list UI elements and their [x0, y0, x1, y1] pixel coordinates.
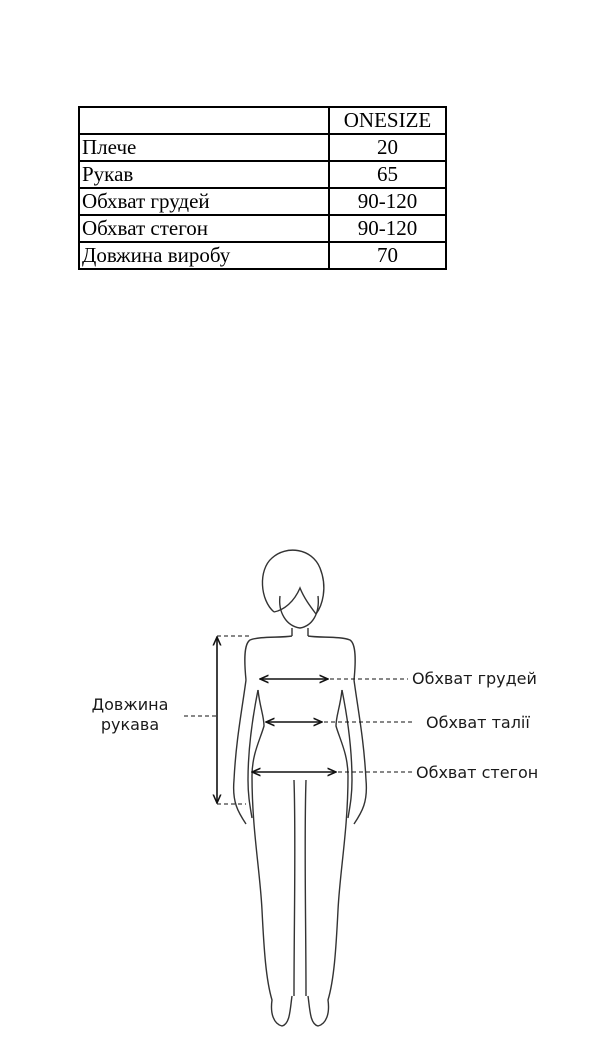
row-label: Рукав: [79, 161, 329, 188]
size-table: [78, 106, 447, 270]
row-value: 65: [329, 161, 446, 188]
row-value: 70: [329, 242, 446, 269]
table-row: [79, 161, 446, 188]
hips-label: Обхват стегон: [416, 763, 539, 782]
table-row: [79, 242, 446, 269]
row-label: Обхват стегон: [79, 215, 329, 242]
waist-label: Обхват талії: [426, 713, 530, 732]
row-value: 90-120: [329, 215, 446, 242]
body-figure-svg: [60, 540, 580, 1040]
table-row: [79, 134, 446, 161]
row-value: 20: [329, 134, 446, 161]
table-row: [79, 188, 446, 215]
sleeve-length-label-line1: Довжина: [91, 695, 169, 714]
sleeve-length-label-line2: рукава: [100, 715, 160, 734]
row-label: Довжина виробу: [79, 242, 329, 269]
chest-label: Обхват грудей: [412, 669, 537, 688]
table-header-row: [79, 107, 446, 134]
body-measurement-diagram: [60, 540, 580, 1040]
head-outline: [262, 550, 323, 636]
row-label: Обхват грудей: [79, 188, 329, 215]
row-value: 90-120: [329, 188, 446, 215]
header-empty-cell: [79, 107, 329, 134]
header-size-cell: ONESIZE: [329, 107, 446, 134]
row-label: Плече: [79, 134, 329, 161]
table-row: [79, 215, 446, 242]
body-outline: [234, 636, 367, 1026]
